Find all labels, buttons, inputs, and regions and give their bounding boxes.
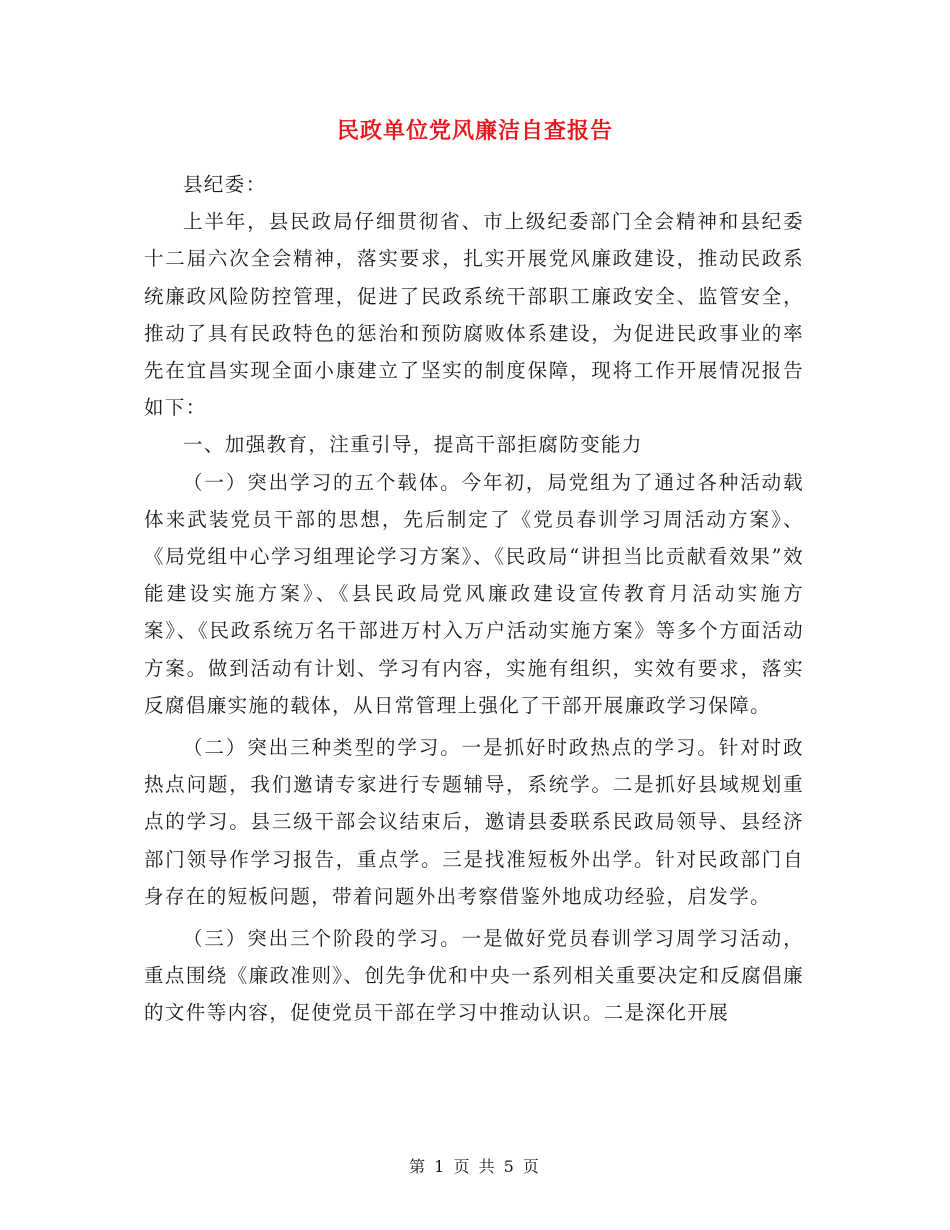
paragraph-sub-3: （三）突出三个阶段的学习。一是做好党员春训学习周学习活动，重点围绕《廉政准则》、创先争优和中央一系列相关重要决定和反腐倡廉的文件等内容，促使党员干部在学习中推动认识。二是深化开展	[144, 927, 804, 1025]
page-number: 第 1 页 共 5 页	[409, 1157, 541, 1176]
document-body	[144, 166, 804, 1032]
paragraph-sub-1: （一）突出学习的五个载体。今年初，局党组为了通过各种活动载体来武装党员干部的思想，先后制定了《党员春训学习周活动方案》、《局党组中心学习组理论学习方案》、《民政局“讲担当比贡献看效果”效能建设实施方案》、《县民政局党风廉政建设宣传教育月活动实施方案》、《民政系统万名干部进万村入万户活动实施方案》等多个方面活动方案。做到活动有计划、学习有内容，实施有组织，实效有要求，落实反腐倡廉实施的载体，从日常管理上强化了干部开展廉政学习保障。	[144, 470, 804, 717]
paragraph-intro: 上半年，县民政局仔细贯彻省、市上级纪委部门全会精神和县纪委十二届六次全会精神，落实要求，扎实开展党风廉政建设，推动民政系统廉政风险防控管理，促进了民政系统干部职工廉政安全、监管安全，推动了具有民政特色的惩治和预防腐败体系建设，为促进民政事业的率先在宜昌实现全面小康建立了坚实的制度保障，现将工作开展情况报告如下：	[144, 210, 804, 420]
paragraph-sub-2: （二）突出三种类型的学习。一是抓好时政热点的学习。针对时政热点问题，我们邀请专家进行专题辅导，系统学。二是抓好县域规划重点的学习。县三级干部会议结束后，邀请县委联系民政局领导、县经济部门领导作学习报告，重点学。三是找准短板外出学。针对民政部门自身存在的短板问题，带着问题外出考察借鉴外地成功经验，启发学。	[144, 736, 804, 908]
salutation: 县纪委：	[183, 173, 267, 196]
section-heading: 一、加强教育，注重引导，提高干部拒腐防变能力	[183, 433, 643, 457]
document-title: 民政单位党风廉洁自查报告	[336, 118, 613, 144]
